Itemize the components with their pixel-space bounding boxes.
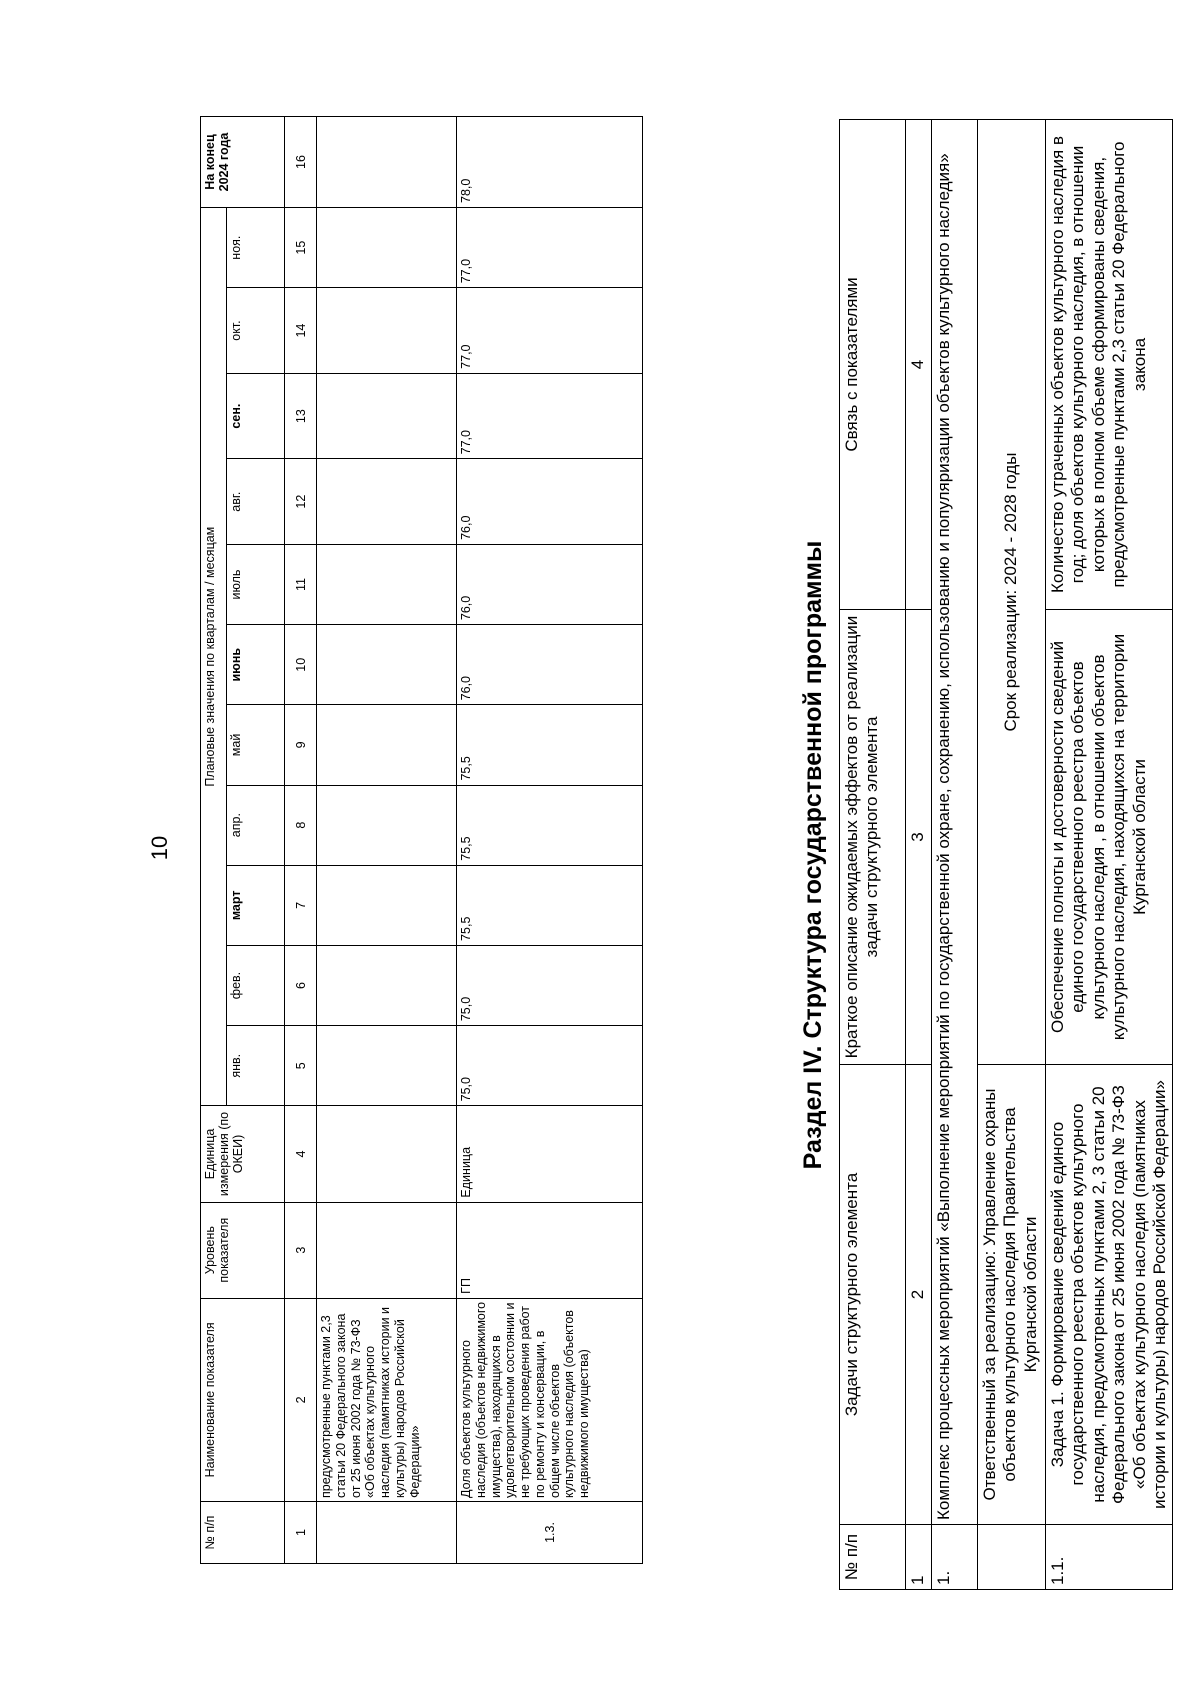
column-number: 3 <box>285 1202 317 1298</box>
indicator-name: Доля объектов культурного наследия (объектов недвижимого имущества), находящихся в удовлетворительном состоянии и не требующих проведения работ по ремонту и консервации, в общем числе объектов культурного наследия (объектов недвижимого имущества) <box>457 1298 643 1501</box>
table-row <box>457 117 643 1564</box>
header-link: Связь с показателями <box>840 120 906 610</box>
column-number: 2 <box>285 1298 317 1501</box>
structure-table <box>839 119 1173 1590</box>
header-num: № п/п <box>840 1525 906 1590</box>
column-number: 4 <box>285 1106 317 1202</box>
plan-value: 76,0 <box>457 544 643 624</box>
indicator-table-wrapper <box>200 116 690 1564</box>
plan-value: 76,0 <box>457 459 643 545</box>
column-number: 11 <box>285 544 317 624</box>
column-number: 4 <box>906 120 932 610</box>
column-number: 13 <box>285 373 317 459</box>
table-row <box>317 117 457 1564</box>
indicator-unit: Единица <box>457 1106 643 1202</box>
header-month: фев. <box>227 945 285 1025</box>
column-number: 8 <box>285 785 317 865</box>
column-number: 5 <box>285 1026 317 1106</box>
column-number: 9 <box>285 705 317 785</box>
header-level: Уровень показателя <box>201 1202 285 1298</box>
header-month: авг. <box>227 459 285 545</box>
numbering-row <box>906 120 932 1590</box>
header-month: июнь <box>227 625 285 705</box>
plan-value: 75,5 <box>457 785 643 865</box>
plan-value: 75,5 <box>457 865 643 945</box>
row-num-empty <box>317 1501 457 1563</box>
plan-value: 77,0 <box>457 288 643 374</box>
row-number: 1.1. <box>1046 1525 1173 1590</box>
numbering-row <box>285 117 317 1564</box>
column-number: 12 <box>285 459 317 545</box>
column-number: 14 <box>285 288 317 374</box>
header-num: № п/п <box>201 1501 285 1563</box>
header-month: окт. <box>227 288 285 374</box>
task-text: Задача 1. Формирование сведений единого государственного реестра объектов культурного наследия, предусмотренных пунктами 2, 3 статьи 20 Федерального закона от 25 июня 2002 года № 73-ФЗ «Об объектах культурного наследия (памятниках истории и культуры) народов Российской Федерации» <box>1046 1065 1173 1525</box>
table-row <box>1046 120 1173 1590</box>
header-year-end: На конец 2024 года <box>201 117 285 208</box>
column-number: 1 <box>285 1501 317 1563</box>
header-month: март <box>227 865 285 945</box>
column-number: 3 <box>906 610 932 1065</box>
header-month: янв. <box>227 1026 285 1106</box>
indicator-level: ГП <box>457 1202 643 1298</box>
header-month: июль <box>227 544 285 624</box>
plan-value: 75,0 <box>457 1026 643 1106</box>
column-number: 6 <box>285 945 317 1025</box>
period-text: Срок реализации: 2024 - 2028 годы <box>978 120 1046 1065</box>
header-name: Наименование показателя <box>201 1298 285 1501</box>
responsible-text: Ответственный за реализацию: Управление охраны объектов культурного наследия Правительства Курганской области <box>978 1065 1046 1525</box>
link-text: Количество утраченных объектов культурного наследия в год; доля объектов культурного наследия, в отношении которых в полном объеме сформированы сведения, предусмотренные пунктами 2,3 статьи 20 Федерального закона <box>1046 120 1173 610</box>
plan-value: 77,0 <box>457 373 643 459</box>
column-number: 15 <box>285 207 317 287</box>
row-number: 1.3. <box>457 1501 643 1563</box>
table-row <box>932 120 978 1590</box>
header-tasks: Задачи структурного элемента <box>840 1065 906 1525</box>
year-end-value: 78,0 <box>457 117 643 208</box>
structure-section <box>787 120 1169 1590</box>
plan-value: 75,0 <box>457 945 643 1025</box>
header-plan-group: Плановые значения по кварталам / месяцам <box>201 207 227 1105</box>
table-row <box>978 120 1046 1590</box>
plan-value: 77,0 <box>457 207 643 287</box>
complex-title: Комплекс процессных мероприятий «Выполнение мероприятий по государственной охране, сохранению, использованию и популяризации объектов культурного наследия» <box>932 120 978 1525</box>
column-number: 16 <box>285 117 317 208</box>
row-number: 1. <box>932 1525 978 1590</box>
page-number: 10 <box>147 835 172 861</box>
column-number: 1 <box>906 1525 932 1590</box>
column-number: 7 <box>285 865 317 945</box>
column-number: 2 <box>906 1065 932 1525</box>
plan-value: 75,5 <box>457 705 643 785</box>
header-unit: Единица измерения (по ОКЕИ) <box>201 1106 285 1202</box>
column-number: 10 <box>285 625 317 705</box>
indicator-name: предусмотренные пунктами 2,3 статьи 20 Федерального закона от 25 июня 2002 года № 73-ФЗ «Об объектах культурного наследия (памятниках истории и культуры) народов Российской Федерации» <box>317 1298 457 1501</box>
header-month: ноя. <box>227 207 285 287</box>
header-effects: Краткое описание ожидаемых эффектов от реализации задачи структурного элемента <box>840 610 906 1065</box>
indicator-table <box>200 116 643 1564</box>
effect-text: Обеспечение полноты и достоверности сведений единого государственного реестра объектов культурного наследия , в отношении объектов культурного наследия, находящихся на территории Курганской области <box>1046 610 1173 1065</box>
plan-value: 76,0 <box>457 625 643 705</box>
header-month: апр. <box>227 785 285 865</box>
header-month: май <box>227 705 285 785</box>
section-title: Раздел IV. Структура государственной программы <box>799 540 827 1170</box>
header-month: сен. <box>227 373 285 459</box>
